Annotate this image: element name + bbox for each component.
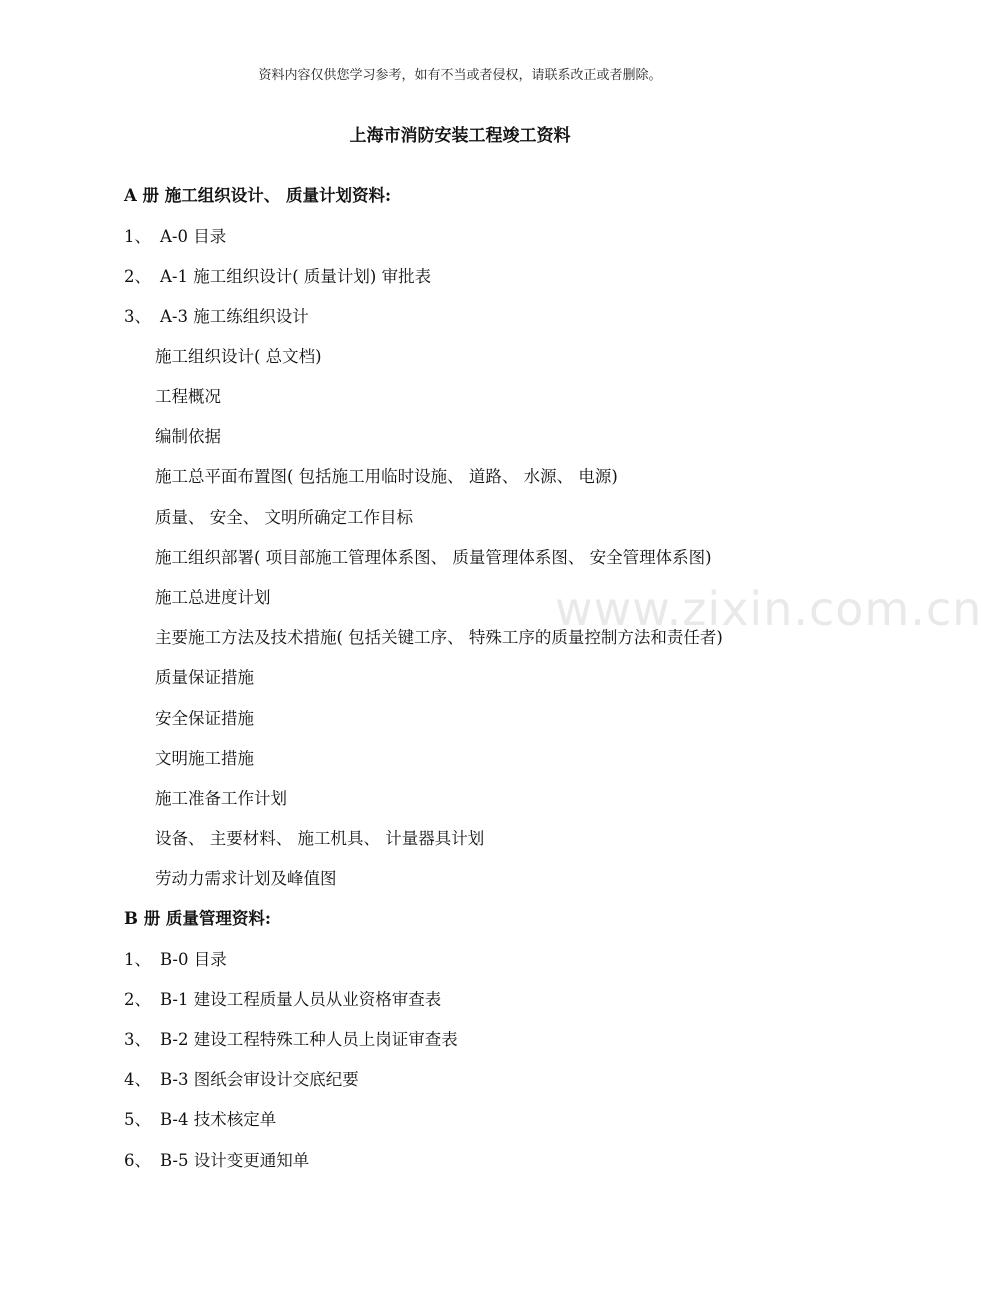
item-text: A-1 施工组织设计( 质量计划) 审批表	[160, 267, 432, 286]
item-text: A-0 目录	[160, 227, 227, 246]
subitem-7: 施工总进度计划	[155, 588, 271, 607]
subitem-1: 施工组织设计( 总文档)	[155, 347, 322, 366]
subitem-8: 主要施工方法及技术措施( 包括关键工序、 特殊工序的质量控制方法和责任者)	[155, 628, 723, 647]
section-b-item-4	[124, 1069, 359, 1091]
item-text: B-5 设计变更通知单	[160, 1151, 310, 1170]
item-number: 2、	[124, 990, 151, 1009]
item-number: 1、	[124, 227, 151, 246]
subitem-2: 工程概况	[155, 387, 221, 406]
section-a-item-1	[124, 226, 226, 248]
item-number: 6、	[124, 1151, 151, 1170]
subitem-3: 编制依据	[155, 427, 221, 446]
header-note: 资料内容仅供您学习参考，如有不当或者侵权，请联系改正或者删除。	[258, 68, 662, 83]
subitem-9: 质量保证措施	[155, 668, 254, 687]
item-text: B-0 目录	[160, 950, 227, 969]
section-a-heading: A 册 施工组织设计、 质量计划资料:	[124, 186, 392, 205]
subitem-13: 设备、 主要材料、 施工机具、 计量器具计划	[155, 829, 485, 848]
subitem-12: 施工准备工作计划	[155, 789, 287, 808]
item-number: 3、	[124, 1030, 151, 1049]
item-text: B-1 建设工程质量人员从业资格审查表	[160, 990, 442, 1009]
section-b-item-2	[124, 989, 441, 1011]
subitem-4: 施工总平面布置图( 包括施工用临时设施、 道路、 水源、 电源)	[155, 467, 618, 486]
item-number: 2、	[124, 267, 151, 286]
item-text: B-2 建设工程特殊工种人员上岗证审查表	[160, 1030, 458, 1049]
section-b-heading: B 册 质量管理资料:	[124, 909, 272, 928]
section-b-item-5	[124, 1109, 276, 1131]
item-number: 4、	[124, 1070, 151, 1089]
item-text: A-3 施工练组织设计	[160, 307, 309, 326]
subitem-11: 文明施工措施	[155, 749, 254, 768]
section-b-item-3	[124, 1029, 458, 1051]
subitem-6: 施工组织部署( 项目部施工管理体系图、 质量管理体系图、 安全管理体系图)	[155, 548, 712, 567]
subitem-10: 安全保证措施	[155, 709, 254, 728]
document-title: 上海市消防安装工程竣工资料	[349, 126, 571, 146]
subitem-5: 质量、 安全、 文明所确定工作目标	[155, 508, 413, 527]
item-text: B-3 图纸会审设计交底纪要	[160, 1070, 359, 1089]
watermark: www.zixin.com.cn	[555, 582, 982, 636]
item-text: B-4 技术核定单	[160, 1110, 277, 1129]
section-b-item-1	[124, 949, 227, 971]
item-number: 3、	[124, 307, 151, 326]
section-b-item-6	[124, 1150, 309, 1172]
section-a-item-2	[124, 266, 431, 288]
subitem-14: 劳动力需求计划及峰值图	[155, 869, 337, 888]
item-number: 5、	[124, 1110, 151, 1129]
item-number: 1、	[124, 950, 151, 969]
section-a-item-3	[124, 306, 309, 328]
